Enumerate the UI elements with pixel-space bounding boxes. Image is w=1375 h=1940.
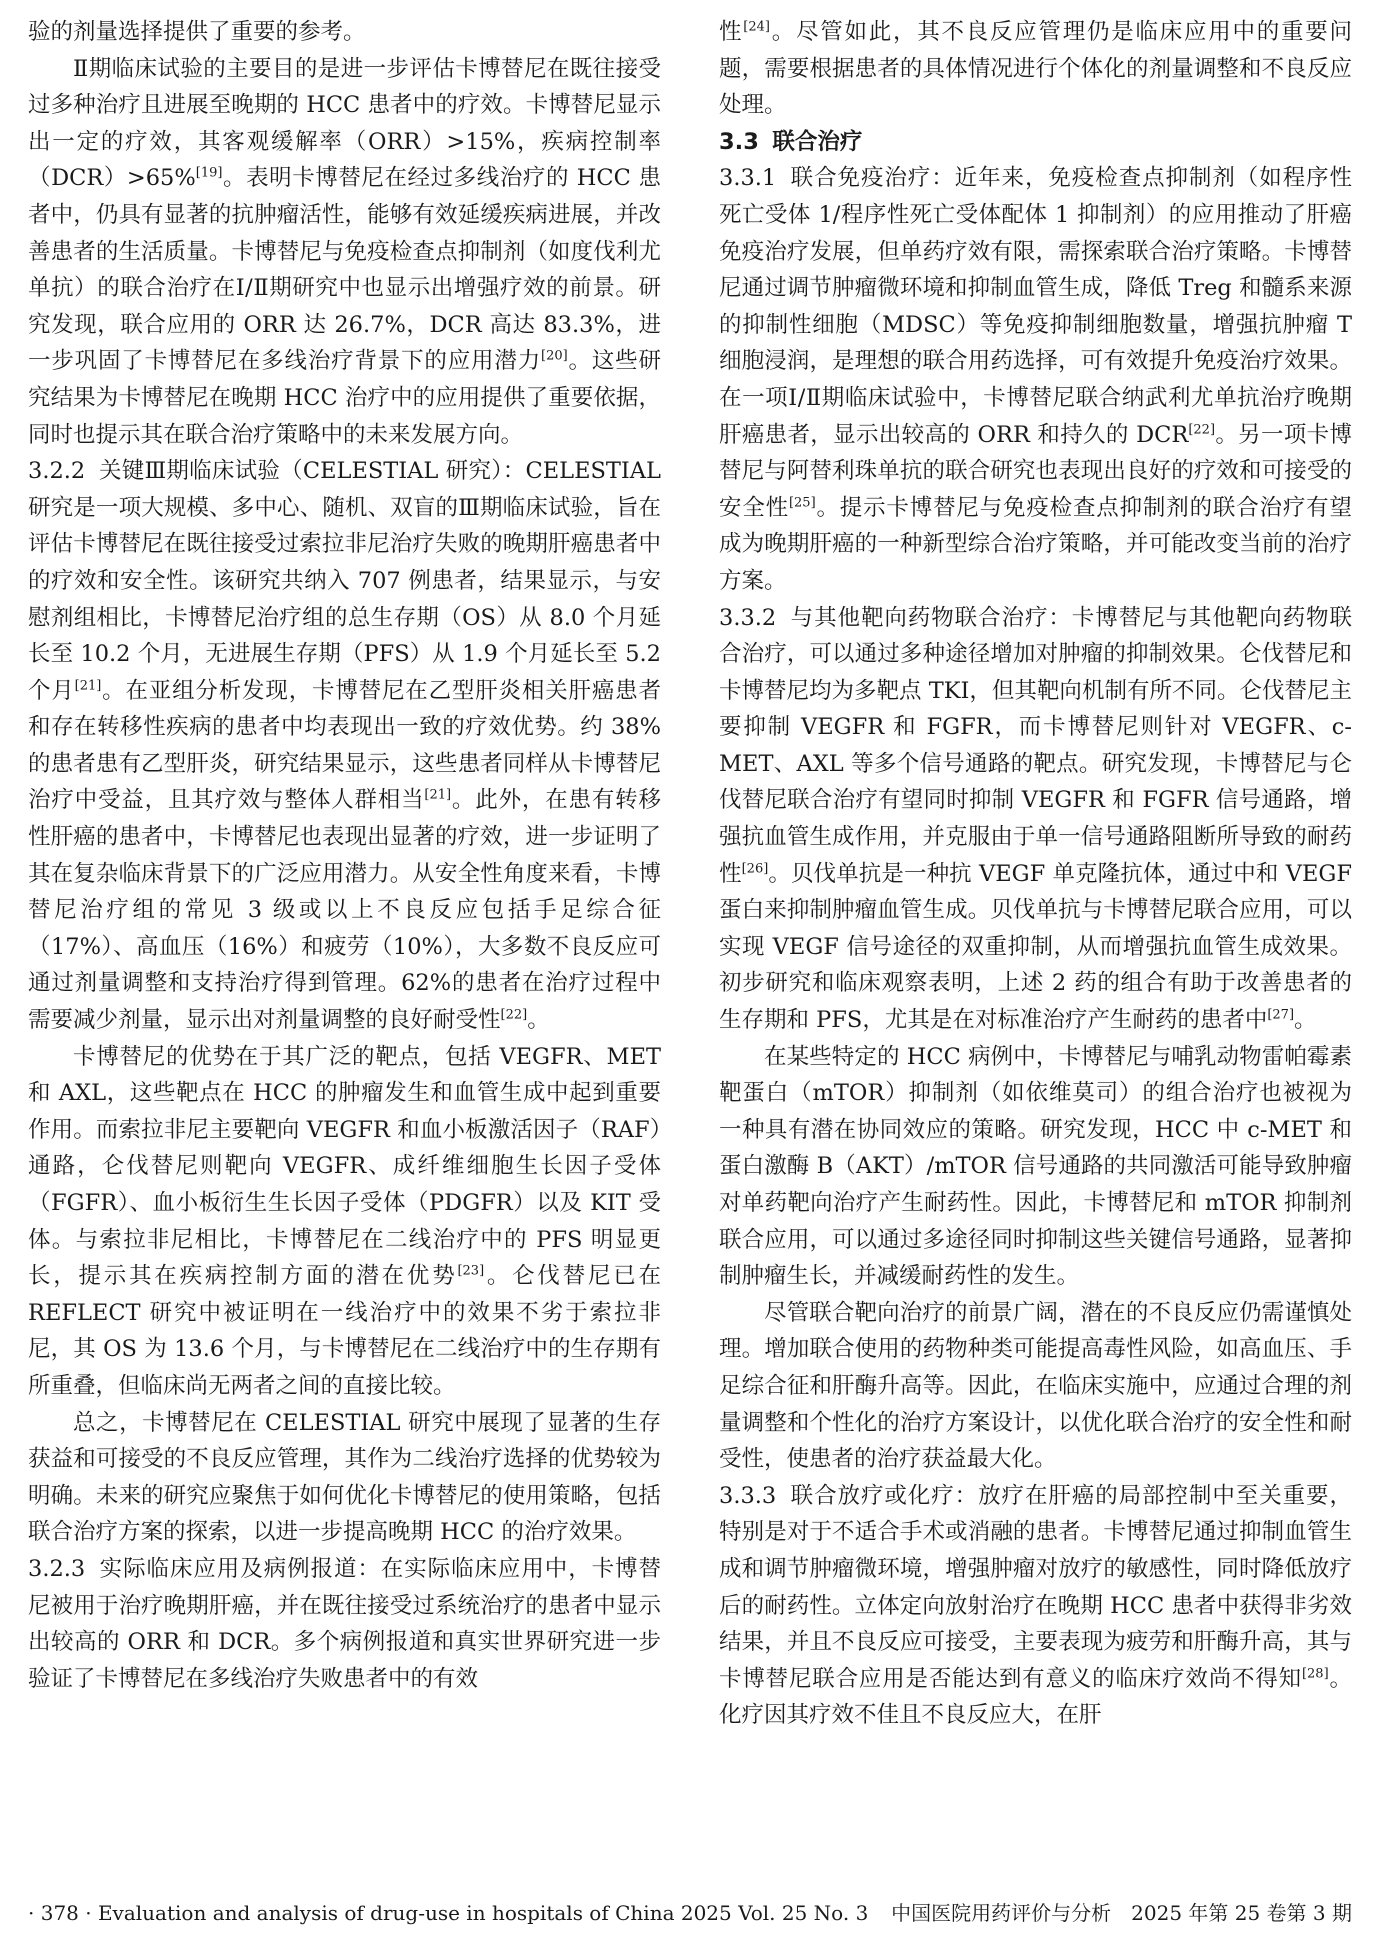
continuation-text	[719, 14, 1352, 124]
page-footer	[28, 1898, 1352, 1928]
text-run: 联合免疫治疗：近年来，免疫检查点抑制剂（如程序性死亡受体 1/程序性死亡受体配体 1 抑制剂）的应用推动了肝癌免疫治疗发展，但单药疗效有限，需探索联合治疗策略。卡博替尼通过调节肿瘤微环境和抑制血管生成，降低 Treg 和髓系来源的抑制性细胞（MDSC）等免疫抑制细胞数量，增强抗肿瘤 T 细胞浸润，是理想的联合用药选择，可有效提升免疫治疗效果。在一项Ⅰ/Ⅱ期临床试验中，卡博替尼联合纳武利尤单抗治疗晚期肝癌患者，显示出较高的 ORR 和持久的 DCR	[719, 165, 1352, 448]
citation-ref: [21]	[424, 787, 452, 803]
paragraph	[28, 1039, 661, 1405]
text-run: Ⅱ期临床试验的主要目的是进一步评估卡博替尼在既往接受过多种治疗且进展至晚期的 HCC 患者中的疗效。卡博替尼显示出一定的疗效，其客观缓解率（ORR）>15%，疾病控制率（DCR）>65%	[28, 55, 661, 192]
text-run: 。	[1294, 1007, 1317, 1034]
text-run: 。贝伐单抗是一种抗 VEGF 单克隆抗体，通过中和 VEGF 蛋白来抑制肿瘤血管生成。贝伐单抗与卡博替尼联合应用，可以实现 VEGF 信号途径的双重抑制，从而增强抗血管生成效果。初步研究和临床观察表明，上述 2 药的组合有助于改善患者的生存期和 PFS，尤其是在对标准治疗产生耐药的患者中	[719, 860, 1352, 1034]
paragraph	[28, 1405, 661, 1551]
text-run: 。在亚组分析发现，卡博替尼在乙型肝炎相关肝癌患者和存在转移性疾病的患者中均表现出一致的疗效优势。约 38%的患者患有乙型肝炎，研究结果显示，这些患者同样从卡博替尼治疗中受益，且其疗效与整体人群相当	[28, 677, 661, 814]
subsection-paragraph	[719, 600, 1352, 1039]
section-number: 3.2.3	[28, 1555, 86, 1582]
section-title: 联合治疗	[772, 128, 863, 155]
subsection-paragraph	[28, 1551, 661, 1697]
citation-ref: [22]	[1188, 422, 1216, 438]
section-number: 3.2.2	[28, 458, 86, 485]
section-number: 3.3.2	[719, 604, 777, 631]
section-number: 3.3	[719, 128, 759, 155]
text-run: 。此外，在患有转移性肝癌的患者中，卡博替尼也表现出显著的疗效，进一步证明了其在复杂临床背景下的广泛应用潜力。从安全性角度来看，卡博替尼治疗组的常见 3 级或以上不良反应包括手足综合征（17%）、高血压（16%）和疲劳（10%），大多数不良反应可通过剂量调整和支持治疗得到管理。62%的患者在治疗过程中需要减少剂量，显示出对剂量调整的良好耐受性	[28, 787, 661, 1034]
citation-ref: [26]	[741, 861, 769, 877]
text-run: 。仑伐替尼已在 REFLECT 研究中被证明在一线治疗中的效果不劣于索拉非尼，其 OS 为 13.6 个月，与卡博替尼在二线治疗中的生存期有所重叠，但临床尚无两者之间的直接比较。	[28, 1263, 661, 1399]
citation-ref: [28]	[1301, 1666, 1329, 1682]
text-run: 性	[719, 19, 744, 45]
section-heading	[719, 124, 1352, 161]
section-number: 3.3.1	[719, 165, 777, 192]
text-run: 尽管联合靶向治疗的前景广阔，潜在的不良反应仍需谨慎处理。增加联合使用的药物种类可能提高毒性风险，如高血压、手足综合征和肝酶升高等。因此，在临床实施中，应通过合理的剂量调整和个性化的治疗方案设计，以优化联合治疗的安全性和耐受性，使患者的治疗获益最大化。	[719, 1299, 1352, 1473]
text-run: 。提示卡博替尼与免疫检查点抑制剂的联合治疗有望成为晚期肝癌的一种新型综合治疗策略，并可能改变当前的治疗方案。	[719, 494, 1352, 594]
citation-ref: [27]	[1267, 1007, 1295, 1023]
text-run: 与其他靶向药物联合治疗：卡博替尼与其他靶向药物联合治疗，可以通过多种途径增加对肿瘤的抑制效果。仑伐替尼和卡博替尼均为多靶点 TKI，但其靶向机制有所不同。仑伐替尼主要抑制 VEGFR 和 FGFR，而卡博替尼则针对 VEGFR、c-MET、AXL 等多个信号通路的靶点。研究发现，卡博替尼与仑伐替尼联合治疗有望同时抑制 VEGFR 和 FGFR 信号通路，增强抗血管生成作用，并克服由于单一信号通路阻断所导致的耐药性	[719, 604, 1352, 887]
text-run: 。另一项卡博替尼与阿替利珠单抗的联合研究也表现出良好的疗效和可接受的安全性	[719, 421, 1352, 521]
text-run: 。表明卡博替尼在经过多线治疗的 HCC 患者中，仍具有显著的抗肿瘤活性，能够有效延缓疾病进展，并改善患者的生活质量。卡博替尼与免疫检查点抑制剂（如度伐利尤单抗）的联合治疗在Ⅰ/Ⅱ期研究中也显示出增强疗效的前景。研究发现，联合应用的 ORR 达 26.7%，DCR 高达 83.3%，进一步巩固了卡博替尼在多线治疗背景下的应用潜力	[28, 165, 662, 375]
paragraph	[719, 1039, 1352, 1295]
text-run: 关键Ⅲ期临床试验（CELESTIAL 研究）：CELESTIAL 研究是一项大规模、多中心、随机、双盲的Ⅲ期临床试验，旨在评估卡博替尼在既往接受过索拉非尼治疗失败的晚期肝癌患者中的疗效和安全性。该研究共纳入 707 例患者，结果显示，与安慰剂组相比，卡博替尼治疗组的总生存期（OS）从 8.0 个月延长至 10.2 个月，无进展生存期（PFS）从 1.9 个月延长至 5.2 个月	[28, 458, 661, 704]
right-column	[719, 14, 1352, 1734]
subsection-paragraph	[28, 453, 661, 1039]
text-run: 在某些特定的 HCC 病例中，卡博替尼与哺乳动物雷帕霉素靶蛋白（mTOR）抑制剂（如依维莫司）的组合治疗也被视为一种具有潜在协同效应的策略。研究发现，HCC 中 c-MET 和蛋白激酶 B（AKT）/mTOR 信号通路的共同激活可能导致肿瘤对单药靶向治疗产生耐药性。因此，卡博替尼和 mTOR 抑制剂联合应用，可以通过多途径同时抑制这些关键信号通路，显著抑制肿瘤生长，并减缓耐药性的发生。	[719, 1043, 1352, 1290]
paragraph	[719, 1295, 1352, 1478]
text-run: 。化疗因其疗效不佳且不良反应大，在肝	[719, 1665, 1352, 1729]
citation-ref: [25]	[788, 495, 816, 511]
subsection-paragraph	[719, 160, 1352, 599]
footer-journal-chinese: 中国医院用药评价与分析 2025 年第 25 卷第 3 期	[891, 1901, 1352, 1925]
footer-journal-english: · 378 · Evaluation and analysis of drug-use in hospitals of China 2025 Vol. 25 No. 3	[28, 1901, 869, 1925]
citation-ref: [20]	[541, 348, 568, 364]
text-run: 。这些研究结果为卡博替尼在晚期 HCC 治疗中的应用提供了重要依据，同时也提示其在联合治疗策略中的未来发展方向。	[28, 348, 661, 448]
citation-ref: [19]	[195, 165, 223, 181]
left-column	[28, 14, 661, 1697]
text-run: 。	[527, 1007, 550, 1034]
text-run: 联合放疗或化疗：放疗在肝癌的局部控制中至关重要，特别是对于不适合手术或消融的患者。卡博替尼通过抑制血管生成和调节肿瘤微环境，增强肿瘤对放疗的敏感性，同时降低放疗后的耐药性。立体定向放射治疗在晚期 HCC 患者中获得非劣效结果，并且不良反应可接受，主要表现为疲劳和肝酶升高，其与卡博替尼联合应用是否能达到有意义的临床疗效尚不得知	[719, 1482, 1352, 1692]
section-number: 3.3.3	[719, 1482, 777, 1509]
continuation-text	[28, 14, 661, 51]
text-run: 卡博替尼的优势在于其广泛的靶点，包括 VEGFR、MET 和 AXL，这些靶点在 HCC 的肿瘤发生和血管生成中起到重要作用。而索拉非尼主要靶向 VEGFR 和血小板激活因子（RAF）通路，仑伐替尼则靶向 VEGFR、成纤维细胞生长因子受体（FGFR）、血小板衍生生长因子受体（PDGFR）以及 KIT 受体。与索拉非尼相比，卡博替尼在二线治疗中的 PFS 明显更长，提示其在疾病控制方面的潜在优势	[28, 1043, 661, 1290]
text-run: 验的剂量选择提供了重要的参考。	[28, 19, 366, 45]
citation-ref: [21]	[74, 678, 102, 694]
citation-ref: [24]	[743, 19, 770, 35]
paragraph	[28, 51, 661, 454]
citation-ref: [23]	[457, 1263, 485, 1279]
text-run: 总之，卡博替尼在 CELESTIAL 研究中展现了显著的生存获益和可接受的不良反应管理，其作为二线治疗选择的优势较为明确。未来的研究应聚焦于如何优化卡博替尼的使用策略，包括联合治疗方案的探索，以进一步提高晚期 HCC 的治疗效果。	[28, 1409, 661, 1546]
text-run: 。尽管如此，其不良反应管理仍是临床应用中的重要问题，需要根据患者的具体情况进行个体化的剂量调整和不良反应处理。	[719, 19, 1352, 119]
citation-ref: [22]	[500, 1007, 528, 1023]
subsection-paragraph	[719, 1478, 1352, 1734]
text-run: 实际临床应用及病例报道：在实际临床应用中，卡博替尼被用于治疗晚期肝癌，并在既往接受过系统治疗的患者中显示出较高的 ORR 和 DCR。多个病例报道和真实世界研究进一步验证了卡博替尼在多线治疗失败患者中的有效	[28, 1555, 661, 1692]
